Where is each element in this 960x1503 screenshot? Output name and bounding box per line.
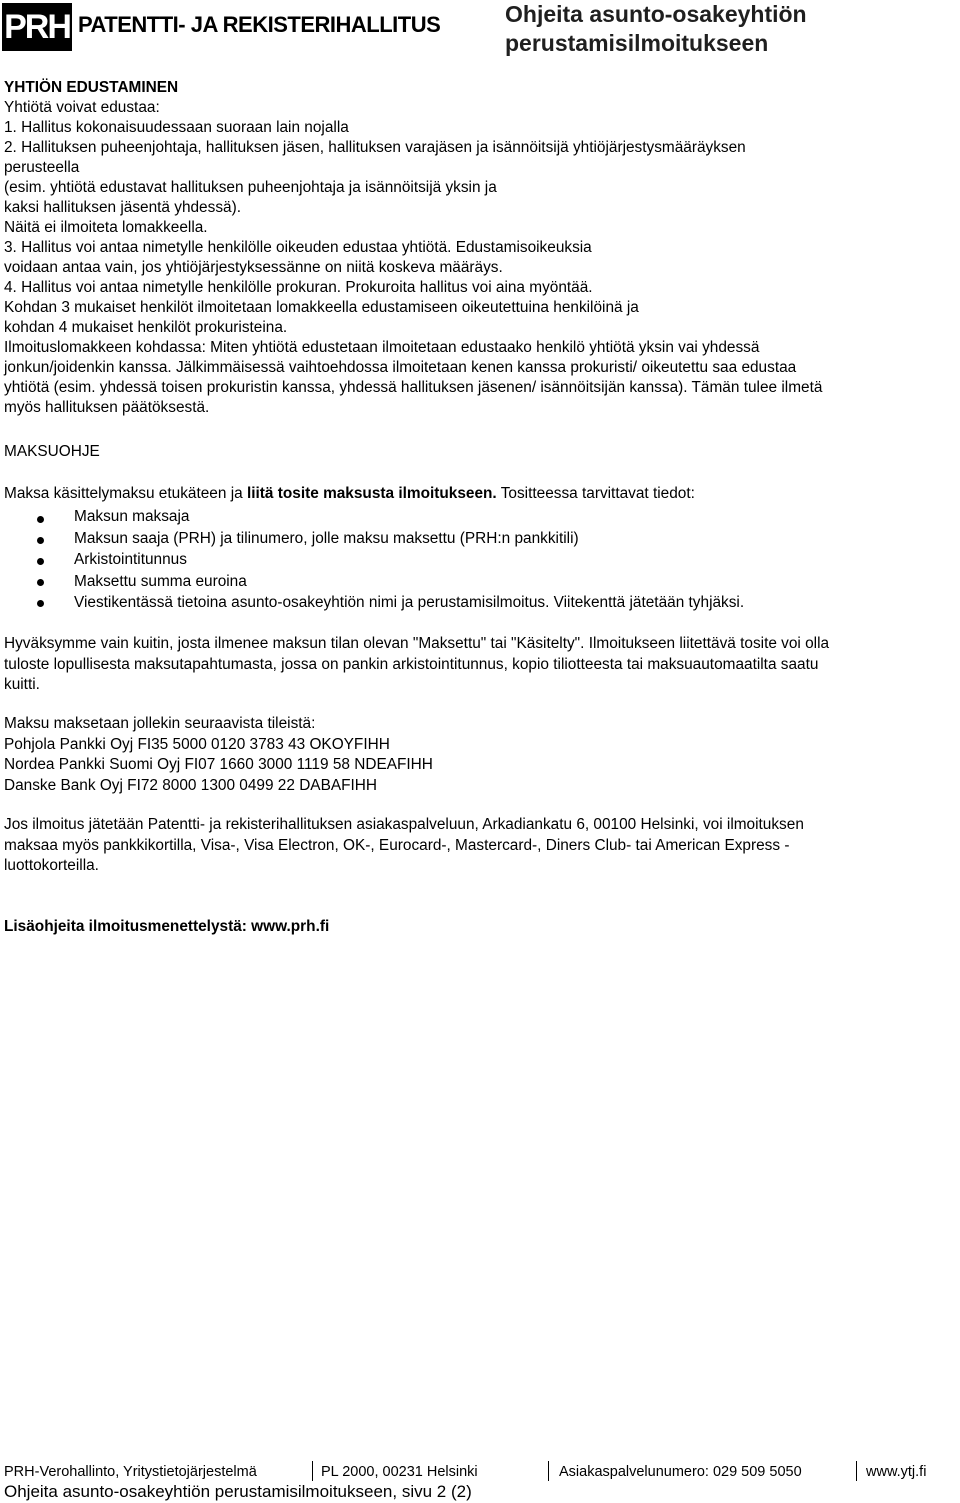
- footer-address: PL 2000, 00231 Helsinki: [321, 1464, 478, 1480]
- list-item: Maksun saaja (PRH) ja tilinumero, jolle maksu maksettu (PRH:n pankkitili): [74, 529, 579, 547]
- text-line: jonkun/joidenkin kanssa. Jälkimmäisessä vaihtoehdossa ilmoitetaan kenen kanssa prokuristi/ oikeutettu saa edustaa: [4, 359, 797, 376]
- text-line: 4. Hallitus voi antaa nimetylle henkilölle prokuran. Prokuroita hallitus voi aina myöntää.: [4, 279, 593, 296]
- text-line: 1. Hallitus kokonaisuudessaan suoraan lain nojalla: [4, 119, 349, 136]
- bullet-icon: [37, 600, 44, 607]
- text-line: yhtiötä (esim. yhdessä toisen prokuristin kanssa, yhdessä hallituksen jäsenen/ isännöitsijän kanssa). Tämän tulee ilmetä: [4, 379, 823, 396]
- title-line-2: perustamisilmoitukseen: [505, 30, 769, 56]
- section-heading-representation: YHTIÖN EDUSTAMINEN: [4, 79, 179, 96]
- office-payment-paragraph: [4, 815, 804, 877]
- text-line: maksaa myös pankkikortilla, Visa-, Visa Electron, OK-, Eurocard-, Mastercard-, Diners Club- tai American Express -: [4, 836, 790, 854]
- text-line: Maksu maksetaan jollekin seuraavista tileistä:: [4, 715, 316, 732]
- logo-text: PATENTTI- JA REKISTERIHALLITUS: [78, 12, 441, 37]
- payment-intro: [4, 484, 695, 505]
- list-item: Maksettu summa euroina: [74, 572, 247, 590]
- list-item: Maksun maksaja: [74, 508, 190, 525]
- footer-page-info: Ohjeita asunto-osakeyhtiön perustamisilmoitukseen, sivu 2 (2): [4, 1482, 472, 1501]
- bank-account: Danske Bank Oyj FI72 8000 1300 0499 22 DABAFIHH: [4, 776, 378, 794]
- text-line: Kohdan 3 mukaiset henkilöt ilmoitetaan lomakkeella edustamiseen oikeutettuina henkilöinä ja: [4, 299, 639, 316]
- accounts-paragraph: [4, 714, 433, 796]
- text-line: Yhtiötä voivat edustaa:: [4, 99, 160, 116]
- footer-web-link[interactable]: www.ytj.fi: [866, 1464, 927, 1480]
- text-line: (esim. yhtiötä edustavat hallituksen puheenjohtaja ja isännöitsijä yksin ja: [4, 179, 497, 196]
- bullet-icon: [37, 558, 44, 565]
- bullet-icon: [37, 579, 44, 586]
- list-item: Viestikentässä tietoina asunto-osakeyhtiön nimi ja perustamisilmoitus. Viitekenttä jätetään tyhjäksi.: [74, 594, 745, 611]
- text-line: kohdan 4 mukaiset henkilöt prokuristeina.: [4, 319, 288, 336]
- bank-account: Pohjola Pankki Oyj FI35 5000 0120 3783 43 OKOYFIHH: [4, 735, 390, 753]
- footer-divider: [312, 1461, 313, 1481]
- text-line: 2. Hallituksen puheenjohtaja, hallituksen jäsen, hallituksen varajäsen ja isännöitsijä yhtiöjärjestysmääräyksen: [4, 139, 746, 156]
- text-line: perusteella: [4, 159, 80, 176]
- text-line: Jos ilmoitus jätetään Patentti- ja rekisterihallituksen asiakaspalveluun, Arkadiankatu 6, 00100 Helsinki, voi ilmoituksen: [4, 816, 804, 833]
- more-info-link[interactable]: Lisäohjeita ilmoitusmenettelystä: www.prh.fi: [4, 918, 330, 935]
- bullet-icon: [37, 516, 44, 523]
- logo-mark: PRH: [4, 8, 70, 46]
- list-item: Arkistointitunnus: [74, 551, 187, 568]
- bank-account: Nordea Pankki Suomi Oyj FI07 1660 3000 1119 58 NDEAFIHH: [4, 756, 433, 773]
- text-line: Ilmoituslomakkeen kohdassa: Miten yhtiötä edustetaan ilmoitetaan edustaako henkilö yhtiötä yksin vai yhdessä: [4, 339, 760, 356]
- prh-logo: [2, 3, 72, 51]
- intro-bold-text: liitä tosite maksusta ilmoitukseen.: [246, 485, 497, 502]
- title-line-1: Ohjeita asunto-osakeyhtiön: [505, 1, 807, 27]
- intro-text-end: Tositteessa tarvittavat tiedot:: [496, 485, 695, 502]
- text-line: voidaan antaa vain, jos yhtiöjärjestyksessänne on niitä koskeva määräys.: [4, 259, 503, 276]
- bullet-icon: [37, 537, 44, 544]
- receipt-paragraph: [4, 634, 829, 696]
- text-line: kuitti.: [4, 676, 40, 693]
- footer-org: PRH-Verohallinto, Yritystietojärjestelmä: [4, 1464, 257, 1480]
- text-line: myös hallituksen päätöksestä.: [4, 399, 210, 416]
- bullet-texts: [74, 506, 744, 614]
- text-line: tuloste lopullisesta maksutapahtumasta, jossa on pankin arkistointitunnus, kopio tiliotteesta tai maksuautomaatilta saatu: [4, 655, 819, 673]
- representation-text: [4, 98, 822, 418]
- footer-divider: [548, 1461, 549, 1481]
- footer-divider: [856, 1461, 857, 1481]
- text-line: kaksi hallituksen jäsentä yhdessä).: [4, 199, 241, 216]
- document-title: [505, 0, 807, 58]
- section-heading-payment: MAKSUOHJE: [4, 443, 100, 460]
- text-line: Hyväksymme vain kuitin, josta ilmenee maksun tilan olevan "Maksettu" tai "Käsitelty". Ilmoitukseen liitettävä tosite voi olla: [4, 635, 830, 652]
- footer-phone: Asiakaspalvelunumero: 029 509 5050: [559, 1464, 802, 1480]
- intro-text: Maksa käsittelymaksu etukäteen ja: [4, 485, 247, 502]
- text-line: luottokorteilla.: [4, 857, 99, 874]
- text-line: 3. Hallitus voi antaa nimetylle henkilölle oikeuden edustaa yhtiötä. Edustamisoikeuksia: [4, 239, 592, 256]
- text-line: Näitä ei ilmoiteta lomakkeella.: [4, 219, 208, 236]
